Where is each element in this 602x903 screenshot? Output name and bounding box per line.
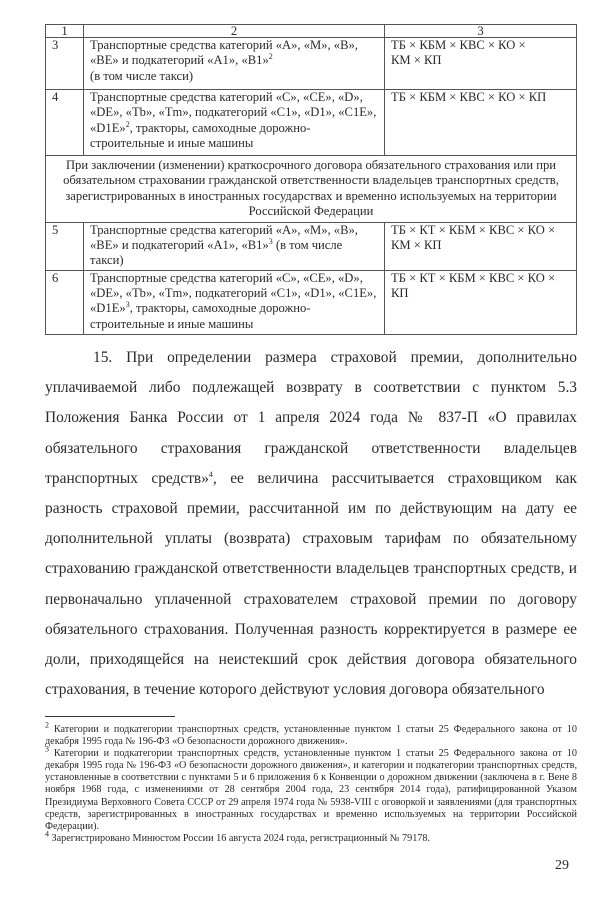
footnote (45, 829, 577, 845)
paragraph-text: 15. При определении размера страховой премии, дополнительно уплачиваемой либо подлежащей возврату в соответствии с пунктом 5.3 Положения Банка России от 1 апреля 2024 года № 837-П «О правилах обязательного страхования гражданской ответственности владельцев транспортных средств» (45, 349, 577, 487)
table-row (46, 270, 577, 334)
footnote-ref: 4 (208, 469, 213, 479)
footnote (45, 720, 577, 748)
footnotes (45, 720, 577, 845)
page-number: 29 (555, 858, 569, 873)
footnote-ref: 3 (125, 300, 130, 310)
footnote (45, 744, 577, 833)
row-formula: ТБ × КТ × КБМ × КВС × КО × КП (385, 270, 577, 334)
footnote-ref: 3 (268, 236, 273, 246)
description-text: (в том числе такси) (90, 238, 343, 268)
body-paragraph (45, 343, 577, 705)
row-formula: ТБ × КТ × КБМ × КВС × КО × КМ × КП (385, 222, 577, 270)
footnote-separator (45, 716, 175, 717)
merged-cell: При заключении (изменении) краткосрочного договора обязательного страхования или при обязательном страховании гражданской ответственности владельцев транспортных средств, зарегистрированных в иностранных государствах и временно используемых на территории Российской Федерации (46, 156, 577, 223)
header-cell: 3 (385, 25, 577, 38)
footnote-mark: 3 (45, 744, 49, 754)
table-row (46, 38, 577, 90)
row-description (84, 270, 385, 334)
rates-table (45, 24, 577, 335)
footnote-mark: 4 (45, 829, 49, 839)
footnote-ref: 2 (268, 52, 273, 62)
row-formula: ТБ × КБМ × КВС × КО × КП (385, 90, 577, 156)
table-merged-row (46, 156, 577, 223)
description-text: (в том числе такси) (90, 68, 194, 83)
row-description (84, 222, 385, 270)
row-description (84, 90, 385, 156)
footnote-text: Категории и подкатегории транспортных средств, установленные пунктом 1 статьи 25 Федерального закона от 10 декабря 1995 года № 196-ФЗ «О безопасности дорожного движения». (45, 724, 577, 748)
header-cell: 2 (84, 25, 385, 38)
table-header-row (46, 25, 577, 38)
description-text: Транспортные средства категорий «А», «М», «В», «ВЕ» и подкатегорий «А1», «В1» (90, 38, 358, 68)
table-row (46, 90, 577, 156)
row-formula: ТБ × КБМ × КВС × КО × КМ × КП (385, 38, 577, 90)
footnote-ref: 2 (125, 119, 130, 129)
description-text: Транспортные средства категорий «С», «СЕ», «D», «DE», «Tb», «Tm», подкатегорий «С1», «D1», «С1Е», «D1E» (90, 270, 377, 316)
row-number: 4 (46, 90, 84, 156)
row-description (84, 38, 385, 90)
row-number: 5 (46, 222, 84, 270)
row-number: 3 (46, 38, 84, 90)
footnote-mark: 2 (45, 720, 49, 730)
description-text: Транспортные средства категорий «А», «М», «В», «ВЕ» и подкатегорий «А1», «В1» (90, 222, 358, 253)
row-number: 6 (46, 270, 84, 334)
paragraph-text: , ее величина рассчитывается страховщиком как разность страховой премии, рассчитанной им по действующим на дату ее дополнительной уплаты (возврата) страховым тарифам по обязательному страхованию гражданской ответственности владельцев транспортных средств, и первоначально уплаченной страхователем страховой премии по договору обязательного страхования. Полученная разность корректируется в размере ее доли, приходящейся на неистекший срок действия договора обязательного страхования, в течение которого действуют условия договора обязательного (45, 469, 577, 699)
description-text: Транспортные средства категорий «С», «СЕ», «D», «DE», «Tb», «Tm», подкатегорий «С1», «D1», «С1Е», «D1E» (90, 90, 377, 135)
footnote-text: Категории и подкатегории транспортных средств, установленные пунктом 1 статьи 25 Федерального закона от 10 декабря 1995 года № 196-ФЗ «О безопасности дорожного движения», и категории и подкатегории транспортных средств, установленные в соответствии с пунктами 5 и 6 приложения 6 к Конвенции о дорожном движении (заключена в г. Вене 8 ноября 1968 года, с изменениями от 28 сентября 2004 года, 23 сентября 2014 года), ратифицированной Указом Президиума Верховного Совета СССР от 29 апреля 1974 года № 5938-VIII с оговоркой и заявлениями (для транспортных средств, зарегистрированных в иностранных государствах и временно используемых на территории Российской Федерации). (45, 748, 577, 832)
description-text: , тракторы, самоходные дорожно-строительные и иные машины (90, 301, 311, 331)
description-text: , тракторы, самоходные дорожно-строительные и иные машины (90, 120, 311, 151)
footnote-text: Зарегистрировано Минюстом России 16 августа 2024 года, регистрационный № 79178. (49, 832, 431, 844)
header-cell: 1 (46, 25, 84, 38)
table-row (46, 222, 577, 270)
